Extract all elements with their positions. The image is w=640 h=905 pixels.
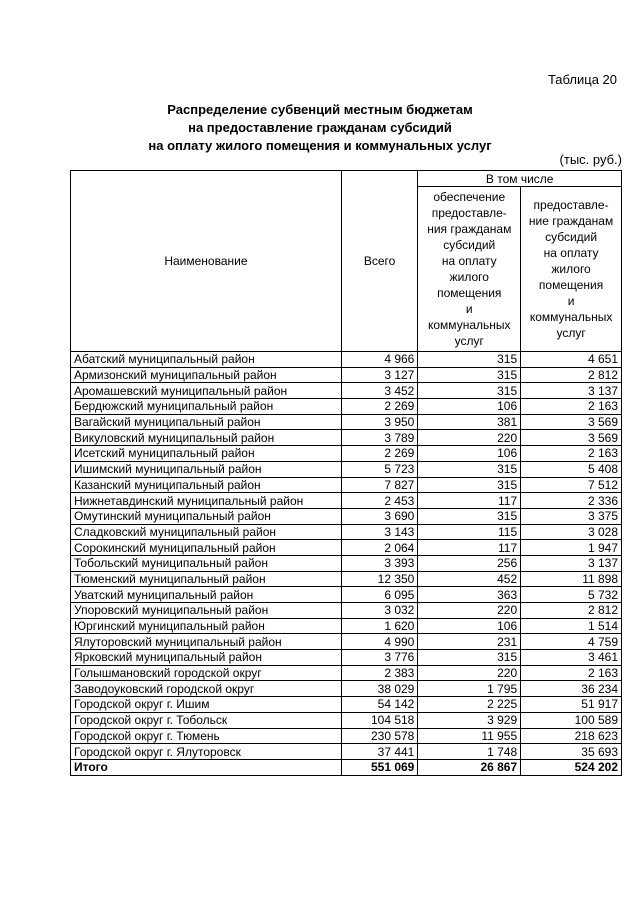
row-col3: 117 xyxy=(418,493,521,509)
row-total: 3 452 xyxy=(341,383,418,399)
row-col3: 315 xyxy=(418,508,521,524)
header-col3-line: жилого xyxy=(449,270,489,284)
table-row xyxy=(71,650,622,666)
header-col4 xyxy=(521,187,622,352)
row-col3: 315 xyxy=(418,383,521,399)
row-total: 2 269 xyxy=(341,399,418,415)
units-label: (тыс. руб.) xyxy=(559,152,622,167)
row-col3: 106 xyxy=(418,446,521,462)
row-col3: 2 225 xyxy=(418,697,521,713)
row-col4: 36 234 xyxy=(521,681,622,697)
row-total: 2 383 xyxy=(341,665,418,681)
table-row xyxy=(71,508,622,524)
row-name: Уватский муниципальный район xyxy=(71,587,342,603)
row-name: Вагайский муниципальный район xyxy=(71,414,342,430)
header-col3-line: субсидий xyxy=(443,238,496,252)
row-name: Аромашевский муниципальный район xyxy=(71,383,342,399)
header-col3-line: предоставле- xyxy=(431,206,507,220)
row-col3: 315 xyxy=(418,461,521,477)
row-col3: 220 xyxy=(418,665,521,681)
table-row xyxy=(71,383,622,399)
header-col4-line: и xyxy=(567,294,575,308)
header-col4-line: помещения xyxy=(538,278,604,292)
row-total: 4 966 xyxy=(341,352,418,368)
row-total: 12 350 xyxy=(341,571,418,587)
row-total: 2 453 xyxy=(341,493,418,509)
row-total: 1 620 xyxy=(341,618,418,634)
row-name: Бердюжский муниципальный район xyxy=(71,399,342,415)
row-name: Городской округ г. Ялуторовск xyxy=(71,744,342,760)
row-total: 54 142 xyxy=(341,697,418,713)
table-row xyxy=(71,587,622,603)
header-col3-line: услуг xyxy=(454,334,484,348)
row-col4: 35 693 xyxy=(521,744,622,760)
row-name: Заводоуковский городской округ xyxy=(71,681,342,697)
row-name: Ярковский муниципальный район xyxy=(71,650,342,666)
row-col4: 4 651 xyxy=(521,352,622,368)
row-name: Городской округ г. Ишим xyxy=(71,697,342,713)
table-row xyxy=(71,446,622,462)
table-row xyxy=(71,414,622,430)
row-col3: 11 955 xyxy=(418,728,521,744)
row-col3: 381 xyxy=(418,414,521,430)
row-total: 4 990 xyxy=(341,634,418,650)
row-total: 104 518 xyxy=(341,712,418,728)
title-line-1: Распределение субвенций местным бюджетам xyxy=(167,102,473,117)
title-line-2: на предоставление гражданам субсидий xyxy=(188,120,452,135)
row-total: 5 723 xyxy=(341,461,418,477)
row-col3: 106 xyxy=(418,618,521,634)
row-col4: 2 163 xyxy=(521,446,622,462)
header-col3-line: коммунальных xyxy=(428,318,511,332)
row-col3: 315 xyxy=(418,352,521,368)
page-title xyxy=(0,101,640,155)
table-row xyxy=(71,728,622,744)
header-name: Наименование xyxy=(71,171,342,352)
row-total: 230 578 xyxy=(341,728,418,744)
total-value: 551 069 xyxy=(341,759,418,775)
row-name: Ялуторовский муниципальный район xyxy=(71,634,342,650)
row-col4: 5 408 xyxy=(521,461,622,477)
row-col3: 115 xyxy=(418,524,521,540)
row-col3: 315 xyxy=(418,477,521,493)
row-name: Упоровский муниципальный район xyxy=(71,603,342,619)
table-row xyxy=(71,697,622,713)
table-row xyxy=(71,399,622,415)
header-col4-line: на оплату xyxy=(543,246,599,260)
row-name: Сладковский муниципальный район xyxy=(71,524,342,540)
row-col4: 4 759 xyxy=(521,634,622,650)
subventions-table xyxy=(70,170,622,776)
row-name: Нижнетавдинский муниципальный район xyxy=(71,493,342,509)
header-col3 xyxy=(418,187,521,352)
row-total: 3 950 xyxy=(341,414,418,430)
row-col4: 2 812 xyxy=(521,367,622,383)
header-col4-line: субсидий xyxy=(545,230,598,244)
row-name: Ишимский муниципальный район xyxy=(71,461,342,477)
table-row xyxy=(71,665,622,681)
table-body xyxy=(71,352,622,760)
row-col4: 3 375 xyxy=(521,508,622,524)
header-col4-line: предоставле- xyxy=(533,198,609,212)
header-col3-line: помещения xyxy=(437,286,502,300)
row-col4: 51 917 xyxy=(521,697,622,713)
row-total: 3 127 xyxy=(341,367,418,383)
table-row xyxy=(71,571,622,587)
row-name: Казанский муниципальный район xyxy=(71,477,342,493)
table-row xyxy=(71,744,622,760)
row-col4: 1 947 xyxy=(521,540,622,556)
row-name: Викуловский муниципальный район xyxy=(71,430,342,446)
row-total: 3 393 xyxy=(341,555,418,571)
row-col3: 452 xyxy=(418,571,521,587)
header-including: В том числе xyxy=(418,171,622,187)
table-row xyxy=(71,618,622,634)
header-col3-line: ния гражданам xyxy=(427,222,512,236)
row-col3: 315 xyxy=(418,367,521,383)
row-name: Сорокинский муниципальный район xyxy=(71,540,342,556)
row-name: Городской округ г. Тюмень xyxy=(71,728,342,744)
row-name: Абатский муниципальный район xyxy=(71,352,342,368)
row-col3: 1 795 xyxy=(418,681,521,697)
total-col3: 26 867 xyxy=(418,759,521,775)
row-col3: 117 xyxy=(418,540,521,556)
table-row xyxy=(71,555,622,571)
row-col4: 3 137 xyxy=(521,383,622,399)
header-col3-line: на оплату xyxy=(441,254,497,268)
table-row xyxy=(71,367,622,383)
row-total: 3 032 xyxy=(341,603,418,619)
table-row xyxy=(71,681,622,697)
row-total: 3 143 xyxy=(341,524,418,540)
row-col4: 1 514 xyxy=(521,618,622,634)
row-col4: 3 569 xyxy=(521,430,622,446)
header-col4-line: услуг xyxy=(556,326,586,340)
total-col4: 524 202 xyxy=(521,759,622,775)
table-row xyxy=(71,603,622,619)
table-row xyxy=(71,477,622,493)
row-col4: 2 812 xyxy=(521,603,622,619)
row-name: Юргинский муниципальный район xyxy=(71,618,342,634)
row-col4: 2 336 xyxy=(521,493,622,509)
table-row xyxy=(71,634,622,650)
row-col4: 100 589 xyxy=(521,712,622,728)
row-col4: 218 623 xyxy=(521,728,622,744)
row-total: 2 064 xyxy=(341,540,418,556)
row-col3: 256 xyxy=(418,555,521,571)
row-total: 37 441 xyxy=(341,744,418,760)
header-col3-line: обеспечение xyxy=(433,190,506,204)
header-col4-line: жилого xyxy=(551,262,591,276)
row-col3: 315 xyxy=(418,650,521,666)
row-col4: 2 163 xyxy=(521,665,622,681)
row-total: 7 827 xyxy=(341,477,418,493)
row-col4: 3 569 xyxy=(521,414,622,430)
row-name: Омутинский муниципальный район xyxy=(71,508,342,524)
row-total: 3 776 xyxy=(341,650,418,666)
row-total: 3 690 xyxy=(341,508,418,524)
total-label: Итого xyxy=(71,759,342,775)
row-total: 3 789 xyxy=(341,430,418,446)
row-col3: 220 xyxy=(418,603,521,619)
table-row xyxy=(71,430,622,446)
row-col3: 231 xyxy=(418,634,521,650)
row-col4: 11 898 xyxy=(521,571,622,587)
table-row xyxy=(71,461,622,477)
header-col4-line: коммунальных xyxy=(529,310,613,324)
table-row xyxy=(71,524,622,540)
row-col4: 2 163 xyxy=(521,399,622,415)
total-row xyxy=(71,759,622,775)
row-total: 2 269 xyxy=(341,446,418,462)
title-line-3: на оплату жилого помещения и коммунальных услуг xyxy=(148,138,492,153)
header-col3-line: и xyxy=(465,302,473,316)
row-col4: 3 137 xyxy=(521,555,622,571)
table-row xyxy=(71,493,622,509)
row-col4: 7 512 xyxy=(521,477,622,493)
row-name: Городской округ г. Тобольск xyxy=(71,712,342,728)
row-col4: 5 732 xyxy=(521,587,622,603)
row-col3: 1 748 xyxy=(418,744,521,760)
row-name: Исетский муниципальный район xyxy=(71,446,342,462)
row-col3: 363 xyxy=(418,587,521,603)
header-total: Всего xyxy=(341,171,418,352)
table-row xyxy=(71,712,622,728)
row-total: 38 029 xyxy=(341,681,418,697)
row-total: 6 095 xyxy=(341,587,418,603)
row-col3: 3 929 xyxy=(418,712,521,728)
table-row xyxy=(71,352,622,368)
row-name: Голышмановский городской округ xyxy=(71,665,342,681)
table-number: Таблица 20 xyxy=(547,72,617,87)
header-col4-line: ние гражданам xyxy=(528,214,614,228)
row-name: Армизонский муниципальный район xyxy=(71,367,342,383)
row-col3: 106 xyxy=(418,399,521,415)
row-name: Тюменский муниципальный район xyxy=(71,571,342,587)
row-col4: 3 028 xyxy=(521,524,622,540)
table-row xyxy=(71,540,622,556)
row-col3: 220 xyxy=(418,430,521,446)
row-col4: 3 461 xyxy=(521,650,622,666)
row-name: Тобольский муниципальный район xyxy=(71,555,342,571)
